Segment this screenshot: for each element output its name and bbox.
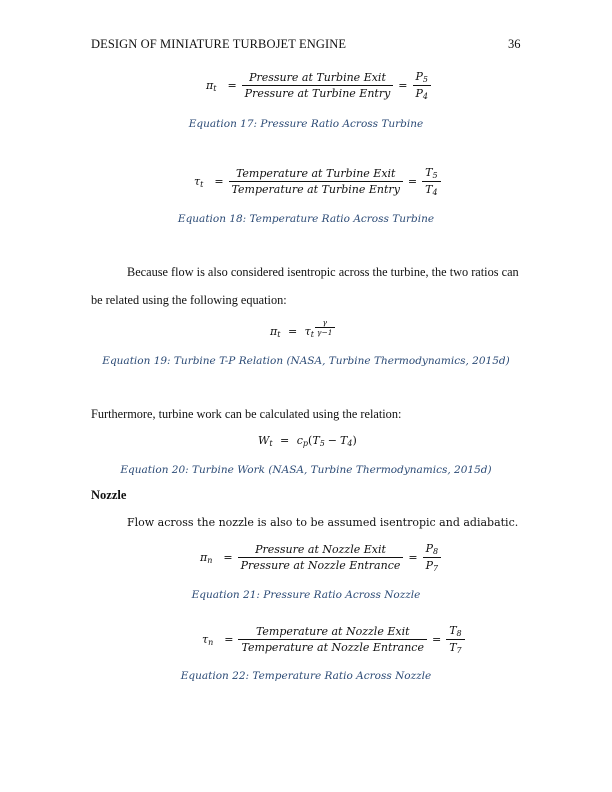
eq19-exponent: $\frac{\gamma}{\gamma-1}$ [316, 318, 333, 337]
eq18-lhs: $\tau_t$ [194, 174, 204, 189]
equation-17: $\pi_t$ = $\frac{\text{Pressure at Turbine Exit}}{\text{Pressure at Turbine Entry}}$ = $\frac{P_5}{P_4}$ [206, 70, 431, 101]
eq22-lhs: $\tau_n$ [202, 632, 214, 647]
running-header-title: DESIGN OF MINIATURE TURBOJET ENGINE [91, 37, 347, 51]
eq21-symbol-fraction: $\frac{P_8}{P_7}$ [423, 542, 442, 573]
paragraph-isentropic-line2: be related using the following equation: [91, 293, 287, 307]
eq17-lhs: $\pi_t$ [206, 78, 217, 93]
equation-18: $\tau_t$ = $\frac{\text{Temperature at Turbine Exit}}{\text{Temperature at Turbine Entry}}$ = $\frac{T_5}{T_4}$ [194, 166, 441, 197]
paragraph-nozzle: Flow across the nozzle is also to be assumed isentropic and adiabatic. [127, 516, 519, 529]
eq18-caption: Equation 18: Temperature Ratio Across Turbine [177, 213, 435, 225]
eq18-symbol-fraction: $\frac{T_5}{T_4}$ [422, 166, 440, 197]
equation-19: $\pi_t = \tau_t$ $\frac{\gamma}{\gamma-1}$ [270, 318, 333, 339]
eq20-caption: Equation 20: Turbine Work (NASA, Turbine Thermodynamics, 2015d) [120, 464, 492, 476]
paragraph-isentropic-line1: Because flow is also considered isentropic across the turbine, the two ratios can [127, 265, 519, 279]
section-heading-nozzle: Nozzle [91, 488, 127, 502]
eq21-lhs: $\pi_n$ [200, 550, 213, 565]
paragraph-turbine-work: Furthermore, turbine work can be calculated using the relation: [91, 407, 402, 421]
equation-20: $W_t = c_p(T_5 - T_4)$ [258, 434, 357, 448]
equation-21: $\pi_n$ = $\frac{\text{Pressure at Nozzle Exit}}{\text{Pressure at Nozzle Entrance}}$ = $\frac{P_8}{P_7}$ [200, 542, 441, 573]
eq21-caption: Equation 21: Pressure Ratio Across Nozzle [191, 589, 421, 601]
eq19-caption: Equation 19: Turbine T-P Relation (NASA, Turbine Thermodynamics, 2015d) [102, 355, 510, 367]
eq17-text-fraction: $\frac{\text{Pressure at Turbine Exit}}{\text{Pressure at Turbine Entry}}$ [242, 71, 394, 100]
eq22-caption: Equation 22: Temperature Ratio Across Nozzle [180, 670, 432, 682]
eq17-caption: Equation 17: Pressure Ratio Across Turbine [188, 118, 424, 130]
eq22-text-fraction: $\frac{\text{Temperature at Nozzle Exit}}{\text{Temperature at Nozzle Entrance}}$ [238, 625, 427, 654]
equation-22: $\tau_n$ = $\frac{\text{Temperature at Nozzle Exit}}{\text{Temperature at Nozzle Entrance}}$ = $\frac{T_8}{T_7}$ [202, 624, 465, 655]
page-number: 36 [508, 37, 521, 51]
eq17-symbol-fraction: $\frac{P_5}{P_4}$ [413, 70, 432, 101]
eq21-text-fraction: $\frac{\text{Pressure at Nozzle Exit}}{\text{Pressure at Nozzle Entrance}}$ [238, 543, 404, 572]
eq18-text-fraction: $\frac{\text{Temperature at Turbine Exit}}{\text{Temperature at Turbine Entry}}$ [229, 167, 403, 196]
eq22-symbol-fraction: $\frac{T_8}{T_7}$ [446, 624, 464, 655]
